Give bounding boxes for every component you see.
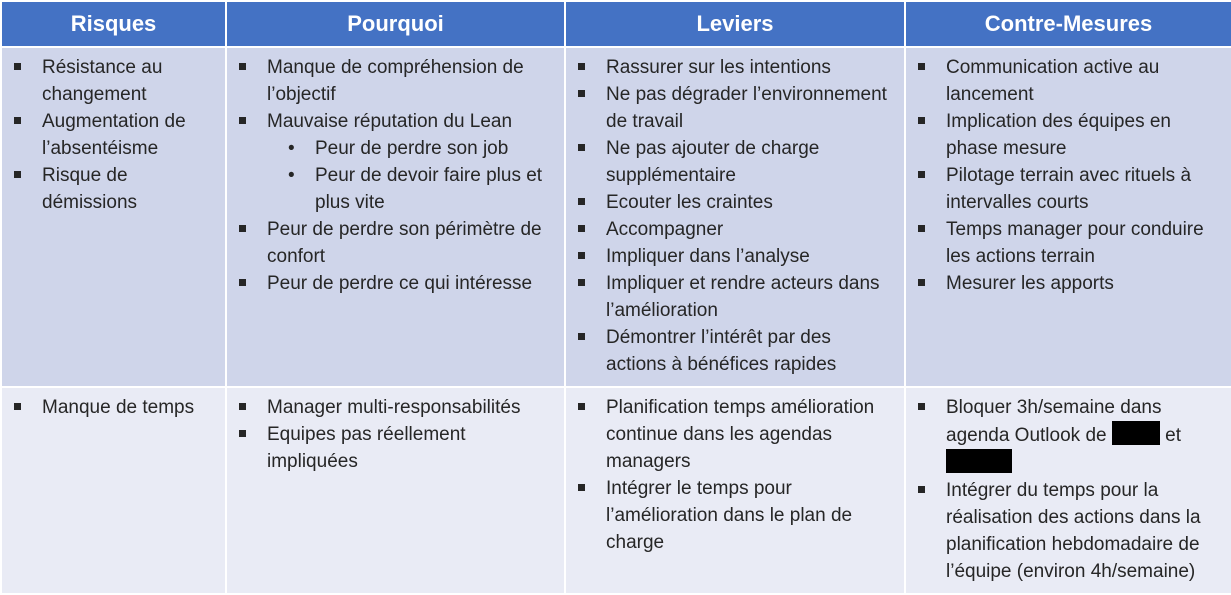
- header-pourquoi: Pourquoi: [226, 1, 565, 47]
- header-risques: Risques: [1, 1, 226, 47]
- list-item: Planification temps amélioration continue dans les agendas managers: [576, 394, 892, 475]
- list-item-text: et: [1165, 425, 1181, 446]
- header-row: [1, 1, 1231, 47]
- list-item: Accompagner: [576, 216, 892, 243]
- list-item: Impliquer dans l’analyse: [576, 243, 892, 270]
- cell-contre-mesures: [905, 387, 1231, 594]
- list-item: Peur de perdre ce qui intéresse: [237, 270, 552, 297]
- list-item: Démontrer l’intérêt par des actions à bénéfices rapides: [576, 324, 892, 378]
- redacted-block: [946, 449, 1012, 473]
- table-row: [1, 387, 1231, 594]
- list-item: Intégrer du temps pour la réalisation des actions dans la planification hebdomadaire de l’équipe (environ 4h/semaine): [916, 477, 1219, 585]
- bullet-list: [12, 54, 213, 216]
- sub-list-item: • Peur de perdre son job: [285, 135, 552, 162]
- list-item: Manager multi-responsabilités: [237, 394, 552, 421]
- cell-risques: [1, 47, 226, 387]
- list-item: Pilotage terrain avec rituels à intervalles courts: [916, 162, 1219, 216]
- list-item: Manque de temps: [12, 394, 213, 421]
- bullet-list: [237, 54, 552, 297]
- list-item: Equipes pas réellement impliquées: [237, 421, 552, 475]
- list-item: [916, 394, 1219, 477]
- header-contre-mesures: Contre-Mesures: [905, 1, 1231, 47]
- sub-list-item: • Peur de devoir faire plus et plus vite: [285, 162, 552, 216]
- bullet-list: [916, 394, 1219, 585]
- list-item: Communication active au lancement: [916, 54, 1219, 108]
- cell-pourquoi: [226, 387, 565, 594]
- list-item: Temps manager pour conduire les actions terrain: [916, 216, 1219, 270]
- table-row: [1, 47, 1231, 387]
- cell-contre-mesures: [905, 47, 1231, 387]
- list-item: Ne pas ajouter de charge supplémentaire: [576, 135, 892, 189]
- list-item: Peur de perdre son périmètre de confort: [237, 216, 552, 270]
- list-item: Intégrer le temps pour l’amélioration dans le plan de charge: [576, 475, 892, 556]
- header-leviers: Leviers: [565, 1, 905, 47]
- sub-list: [267, 135, 552, 216]
- list-item-text: Bloquer 3h/semaine dans agenda Outlook de: [946, 397, 1162, 446]
- cell-pourquoi: [226, 47, 565, 387]
- bullet-list: [576, 54, 892, 378]
- list-item: Implication des équipes en phase mesure: [916, 108, 1219, 162]
- list-item: Risque de démissions: [12, 162, 213, 216]
- list-item: Ecouter les craintes: [576, 189, 892, 216]
- cell-risques: [1, 387, 226, 594]
- redacted-block: [1112, 421, 1160, 445]
- list-item: Impliquer et rendre acteurs dans l’amélioration: [576, 270, 892, 324]
- list-item: Résistance au changement: [12, 54, 213, 108]
- cell-leviers: [565, 387, 905, 594]
- list-item: Augmentation de l’absentéisme: [12, 108, 213, 162]
- list-item-label: Mauvaise réputation du Lean: [267, 111, 513, 132]
- list-item: Manque de compréhension de l’objectif: [237, 54, 552, 108]
- bullet-list: [237, 394, 552, 475]
- cell-leviers: [565, 47, 905, 387]
- list-item: Mesurer les apports: [916, 270, 1219, 297]
- list-item: Rassurer sur les intentions: [576, 54, 892, 81]
- bullet-list: [12, 394, 213, 421]
- bullet-list: [916, 54, 1219, 297]
- list-item: Ne pas dégrader l’environnement de travail: [576, 81, 892, 135]
- list-item: [237, 108, 552, 216]
- bullet-list: [576, 394, 892, 556]
